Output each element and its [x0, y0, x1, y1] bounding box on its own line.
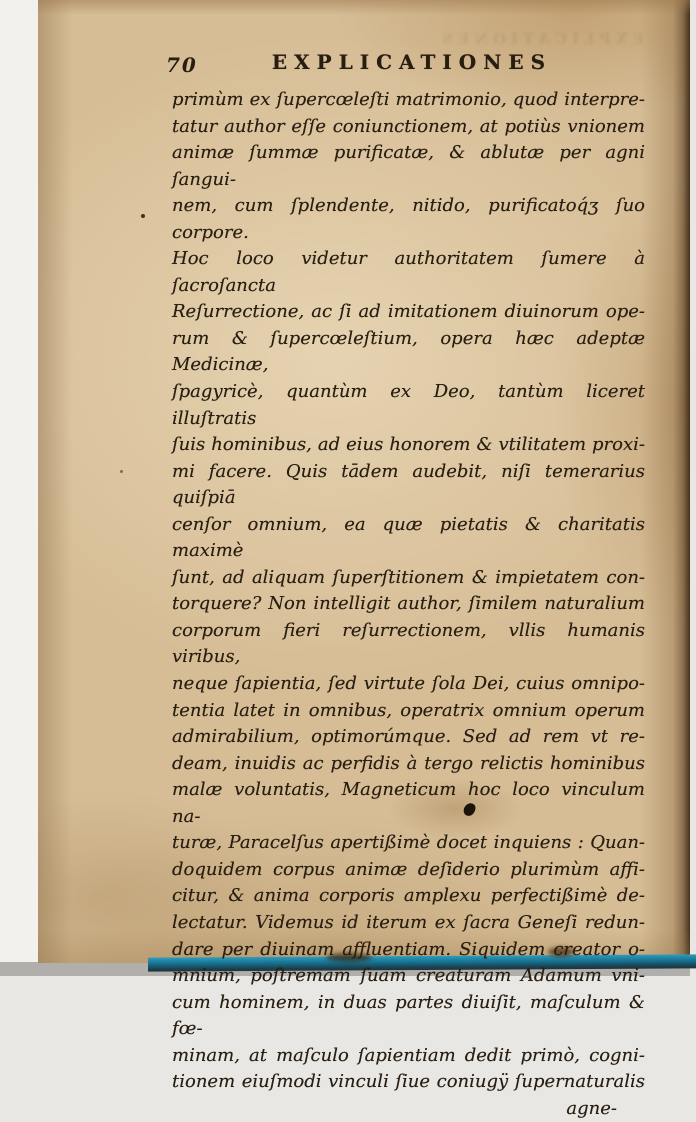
text-line: rum & ſupercœleſtium, opera hæc adeptæ Medicinæ,: [172, 327, 645, 376]
text-line: torquere? Non intelligit author, ſimilem naturalium: [172, 593, 645, 615]
text-line: minam, at maſculo ſapientiam dedit primò, cogni-: [172, 1044, 645, 1066]
text-line: nem, cum ſplendente, nitido, purificatoq́ʒ ſuo corpore.: [172, 195, 645, 243]
running-title: EXPLICATIONES: [271, 50, 553, 74]
text-line: neque ſapientia, ſed virtute ſola Dei, cuius omnipo-: [172, 673, 645, 695]
text-line: tatur author eſſe coniunctionem, at potiùs vnionem: [172, 115, 645, 137]
text-line: cenſor omnium, ea quæ pietatis & charitatis maximè: [172, 513, 645, 562]
page-header: [166, 50, 645, 78]
text-line: tentia latet in omnibus, operatrix omnium operum: [172, 699, 645, 721]
text-line: cum hominem, in duas partes diuiſit, maſculum & fœ-: [172, 991, 645, 1040]
text-line: lectatur. Videmus id iterum ex ſacra Geneſi redun-: [172, 911, 645, 933]
text-line: Reſurrectione, ac ſi ad imitationem diuinorum ope-: [172, 301, 645, 323]
text-line: tionem eiuſmodi vinculi ſiue coniugÿ ſupernaturalis: [172, 1071, 645, 1093]
text-line: animæ ſummæ purificatæ, & ablutæ per agni ſangui-: [172, 142, 645, 190]
text-block: [172, 87, 645, 1096]
text-line: corporum fieri reſurrectionem, vllis humanis viribus,: [172, 619, 645, 668]
margin-speck: [120, 470, 123, 473]
text-line: deam, inuidis ac perfidis à tergo relictis hominibus: [172, 752, 645, 774]
text-line: citur, & anima corporis amplexu perfectißimè de-: [172, 885, 645, 907]
printed-content: [166, 0, 645, 1122]
text-line: dare per diuinam affluentiam. Siquidem creator o-: [172, 938, 645, 960]
text-line: ſuis hominibus, ad eius honorem & vtilitatem proxi-: [172, 434, 645, 456]
text-line: admirabilium, optimorúmque. Sed ad rem vt re-: [172, 726, 645, 748]
text-line: turæ, Paracelſus apertißimè docet inquiens : Quan-: [172, 832, 645, 854]
text-line: ſunt, ad aliquam ſuperſtitionem & impietatem con-: [172, 566, 645, 588]
text-line: mi facere. Quis tādem audebit, niſi temerarius quiſpiā: [172, 460, 645, 509]
page-number: 70: [166, 53, 198, 77]
text-line: primùm ex ſupercœleſti matrimonio, quod interpre-: [172, 89, 645, 110]
showthrough-text: EXPLICATIONES: [437, 30, 644, 48]
text-line: Hoc loco videtur authoritatem ſumere à ſacroſancta: [172, 248, 645, 296]
text-line: doquidem corpus animæ deſiderio plurimùm affi-: [172, 858, 645, 880]
text-line: mnium, poſtremam ſuam creaturam Adamum vni-: [172, 965, 645, 987]
catchword: agne-: [566, 1097, 617, 1119]
text-line: malæ voluntatis, Magneticum hoc loco vinculum na-: [172, 779, 645, 827]
margin-speck: [141, 214, 145, 218]
text-line: ſpagyricè, quantùm ex Deo, tantùm liceret illuſtratis: [172, 381, 645, 429]
